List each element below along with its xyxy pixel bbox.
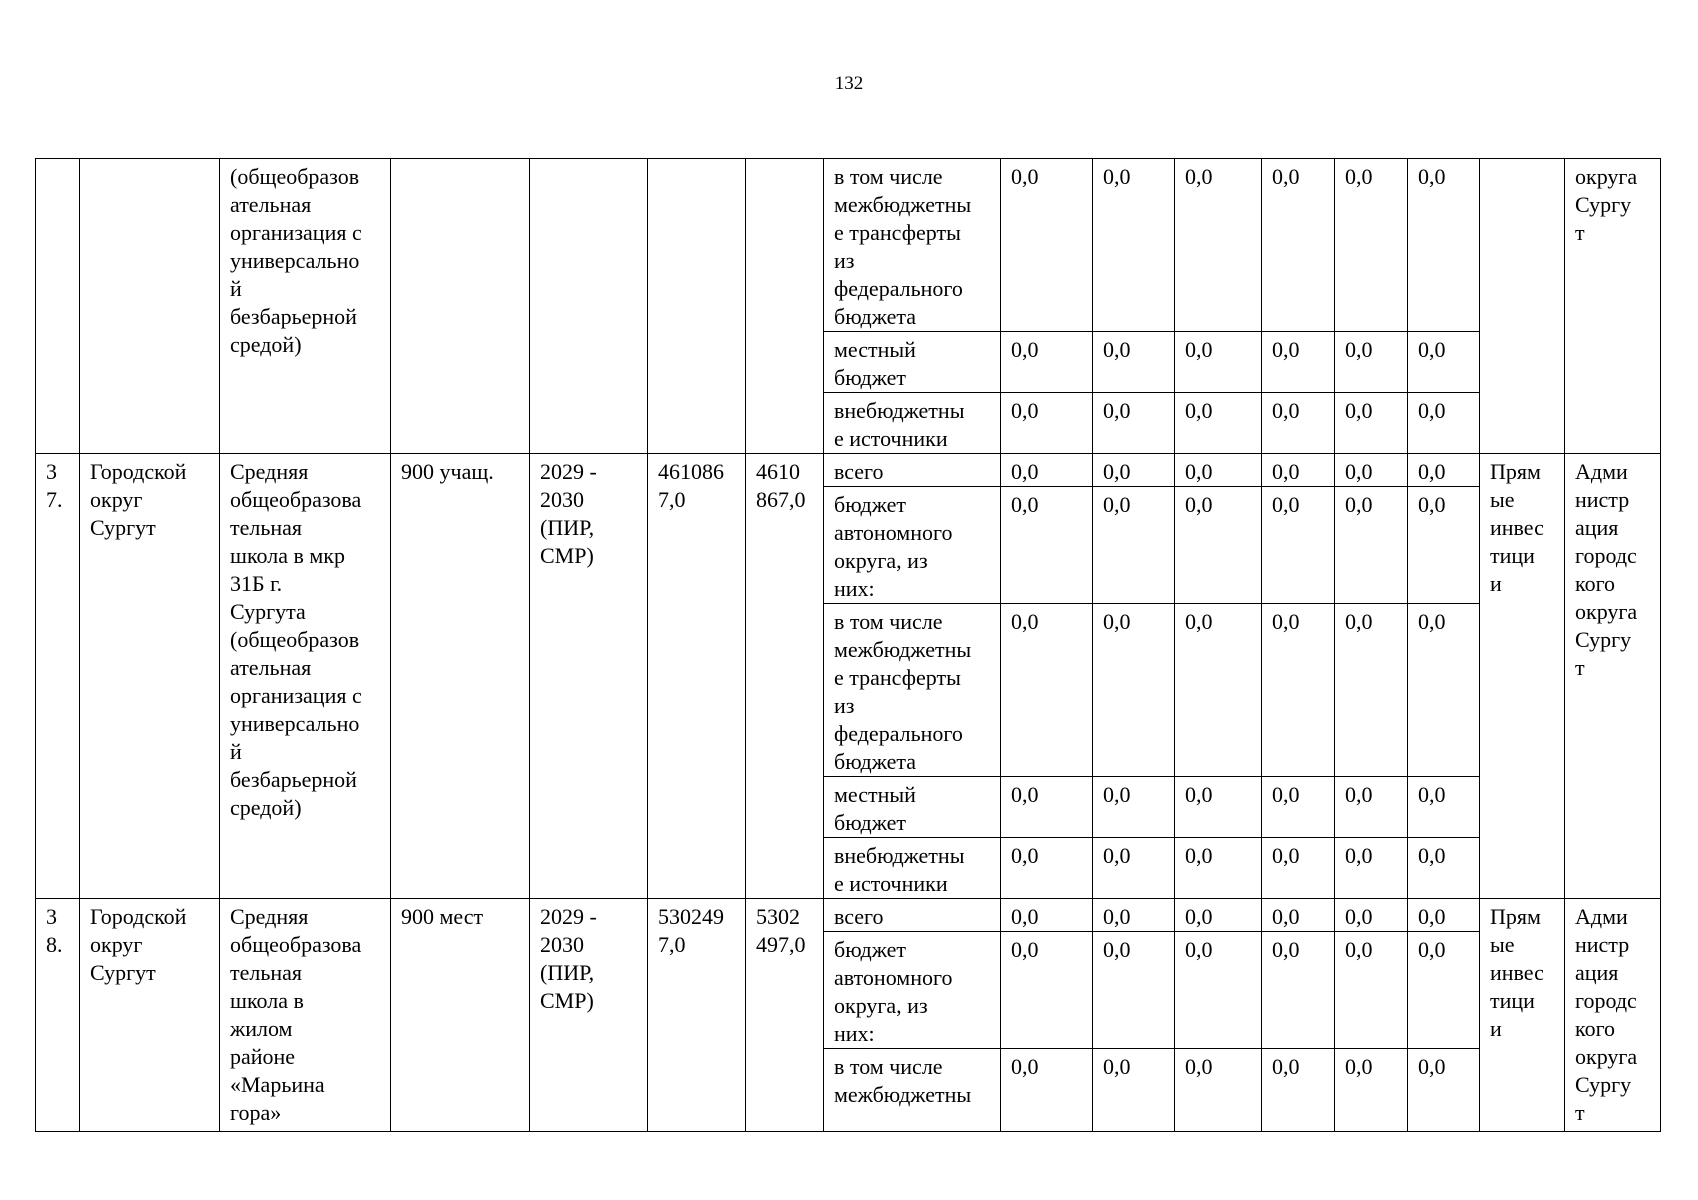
value-cell: 0,0 — [1001, 1049, 1093, 1132]
value-cell: 0,0 — [1335, 487, 1408, 604]
value-cell: 0,0 — [1262, 838, 1335, 899]
value-cell: 0,0 — [1408, 604, 1480, 777]
cost-total-cell: 530249 7,0 — [648, 899, 746, 1132]
value-cell: 0,0 — [1001, 487, 1093, 604]
value-cell: 0,0 — [1262, 332, 1335, 393]
value-cell: 0,0 — [1408, 932, 1480, 1049]
value-cell: 0,0 — [1262, 604, 1335, 777]
municipality-cell: Городской округ Сургут — [80, 454, 220, 899]
value-cell: 0,0 — [1175, 604, 1262, 777]
value-cell: 0,0 — [1093, 393, 1175, 454]
cost-total-cell — [648, 159, 746, 454]
cost-total-cell: 461086 7,0 — [648, 454, 746, 899]
value-cell: 0,0 — [1093, 777, 1175, 838]
mechanism-cell — [1480, 159, 1565, 454]
responsible-cell: округа Сургу т — [1565, 159, 1661, 454]
funding-source-cell: внебюджетны е источники — [824, 393, 1001, 454]
value-cell: 0,0 — [1093, 159, 1175, 332]
funding-source-cell: бюджет автономного округа, из них: — [824, 932, 1001, 1049]
value-cell: 0,0 — [1093, 1049, 1175, 1132]
table-row — [36, 899, 1661, 932]
value-cell: 0,0 — [1093, 487, 1175, 604]
number-cell: 3 7. — [36, 454, 80, 899]
capacity-cell: 900 мест — [391, 899, 530, 1132]
value-cell: 0,0 — [1093, 332, 1175, 393]
value-cell: 0,0 — [1408, 899, 1480, 932]
value-cell: 0,0 — [1175, 487, 1262, 604]
value-cell: 0,0 — [1335, 159, 1408, 332]
value-cell: 0,0 — [1262, 777, 1335, 838]
value-cell: 0,0 — [1335, 604, 1408, 777]
value-cell: 0,0 — [1335, 454, 1408, 487]
value-cell: 0,0 — [1001, 604, 1093, 777]
funding-source-cell: местный бюджет — [824, 332, 1001, 393]
value-cell: 0,0 — [1093, 932, 1175, 1049]
value-cell: 0,0 — [1335, 899, 1408, 932]
value-cell: 0,0 — [1408, 1049, 1480, 1132]
value-cell: 0,0 — [1175, 159, 1262, 332]
value-cell: 0,0 — [1262, 454, 1335, 487]
funding-source-cell: в том числе межбюджетны е трансферты из федерального бюджета — [824, 159, 1001, 332]
value-cell: 0,0 — [1262, 932, 1335, 1049]
mechanism-cell: Прям ые инвес тици и — [1480, 454, 1565, 899]
value-cell: 0,0 — [1093, 604, 1175, 777]
value-cell: 0,0 — [1262, 159, 1335, 332]
value-cell: 0,0 — [1408, 487, 1480, 604]
value-cell: 0,0 — [1175, 454, 1262, 487]
value-cell: 0,0 — [1175, 393, 1262, 454]
value-cell: 0,0 — [1175, 777, 1262, 838]
value-cell: 0,0 — [1408, 393, 1480, 454]
value-cell: 0,0 — [1335, 1049, 1408, 1132]
value-cell: 0,0 — [1335, 393, 1408, 454]
table-row — [36, 454, 1661, 487]
cost-remaining-cell — [746, 159, 824, 454]
value-cell: 0,0 — [1001, 899, 1093, 932]
cost-remaining-cell: 5302 497,0 — [746, 899, 824, 1132]
period-cell: 2029 - 2030 (ПИР, СМР) — [530, 454, 648, 899]
value-cell: 0,0 — [1408, 838, 1480, 899]
value-cell: 0,0 — [1175, 932, 1262, 1049]
value-cell: 0,0 — [1262, 487, 1335, 604]
municipality-cell: Городской округ Сургут — [80, 899, 220, 1132]
value-cell: 0,0 — [1335, 838, 1408, 899]
value-cell: 0,0 — [1093, 838, 1175, 899]
table-row — [36, 159, 1661, 332]
funding-source-cell: местный бюджет — [824, 777, 1001, 838]
responsible-cell: Адми нистр ация городс кого округа Сургу т — [1565, 454, 1661, 899]
value-cell: 0,0 — [1001, 838, 1093, 899]
value-cell: 0,0 — [1408, 159, 1480, 332]
period-cell: 2029 - 2030 (ПИР, СМР) — [530, 899, 648, 1132]
value-cell: 0,0 — [1335, 332, 1408, 393]
value-cell: 0,0 — [1262, 1049, 1335, 1132]
funding-source-cell: всего — [824, 899, 1001, 932]
value-cell: 0,0 — [1093, 454, 1175, 487]
value-cell: 0,0 — [1001, 332, 1093, 393]
value-cell: 0,0 — [1408, 332, 1480, 393]
page-number: 132 — [834, 73, 864, 94]
value-cell: 0,0 — [1175, 332, 1262, 393]
number-cell: 3 8. — [36, 899, 80, 1132]
value-cell: 0,0 — [1001, 159, 1093, 332]
municipality-cell — [80, 159, 220, 454]
object-name-cell: (общеобразов ательная организация с универсально й безбарьерной средой) — [220, 159, 391, 454]
value-cell: 0,0 — [1001, 932, 1093, 1049]
value-cell: 0,0 — [1001, 454, 1093, 487]
funding-source-cell: всего — [824, 454, 1001, 487]
object-name-cell: Средняя общеобразова тельная школа в жилом районе «Марьина гора» — [220, 899, 391, 1132]
capacity-cell: 900 учащ. — [391, 454, 530, 899]
value-cell: 0,0 — [1175, 899, 1262, 932]
responsible-cell: Адми нистр ация городс кого округа Сургу т — [1565, 899, 1661, 1132]
value-cell: 0,0 — [1175, 838, 1262, 899]
cost-remaining-cell: 4610 867,0 — [746, 454, 824, 899]
funding-source-cell: в том числе межбюджетны е трансферты из федерального бюджета — [824, 604, 1001, 777]
value-cell: 0,0 — [1262, 899, 1335, 932]
value-cell: 0,0 — [1001, 393, 1093, 454]
investment-table — [35, 158, 1661, 1132]
object-name-cell: Средняя общеобразова тельная школа в мкр 31Б г. Сургута (общеобразов ательная организация с универсально й безбарьерной средой) — [220, 454, 391, 899]
table-body — [36, 159, 1661, 1132]
funding-source-cell: внебюджетны е источники — [824, 838, 1001, 899]
value-cell: 0,0 — [1335, 777, 1408, 838]
value-cell: 0,0 — [1175, 1049, 1262, 1132]
capacity-cell — [391, 159, 530, 454]
value-cell: 0,0 — [1001, 777, 1093, 838]
value-cell: 0,0 — [1335, 932, 1408, 1049]
funding-source-cell: бюджет автономного округа, из них: — [824, 487, 1001, 604]
value-cell: 0,0 — [1262, 393, 1335, 454]
value-cell: 0,0 — [1408, 777, 1480, 838]
value-cell: 0,0 — [1408, 454, 1480, 487]
number-cell — [36, 159, 80, 454]
mechanism-cell: Прям ые инвес тици и — [1480, 899, 1565, 1132]
period-cell — [530, 159, 648, 454]
funding-source-cell: в том числе межбюджетны — [824, 1049, 1001, 1132]
value-cell: 0,0 — [1093, 899, 1175, 932]
